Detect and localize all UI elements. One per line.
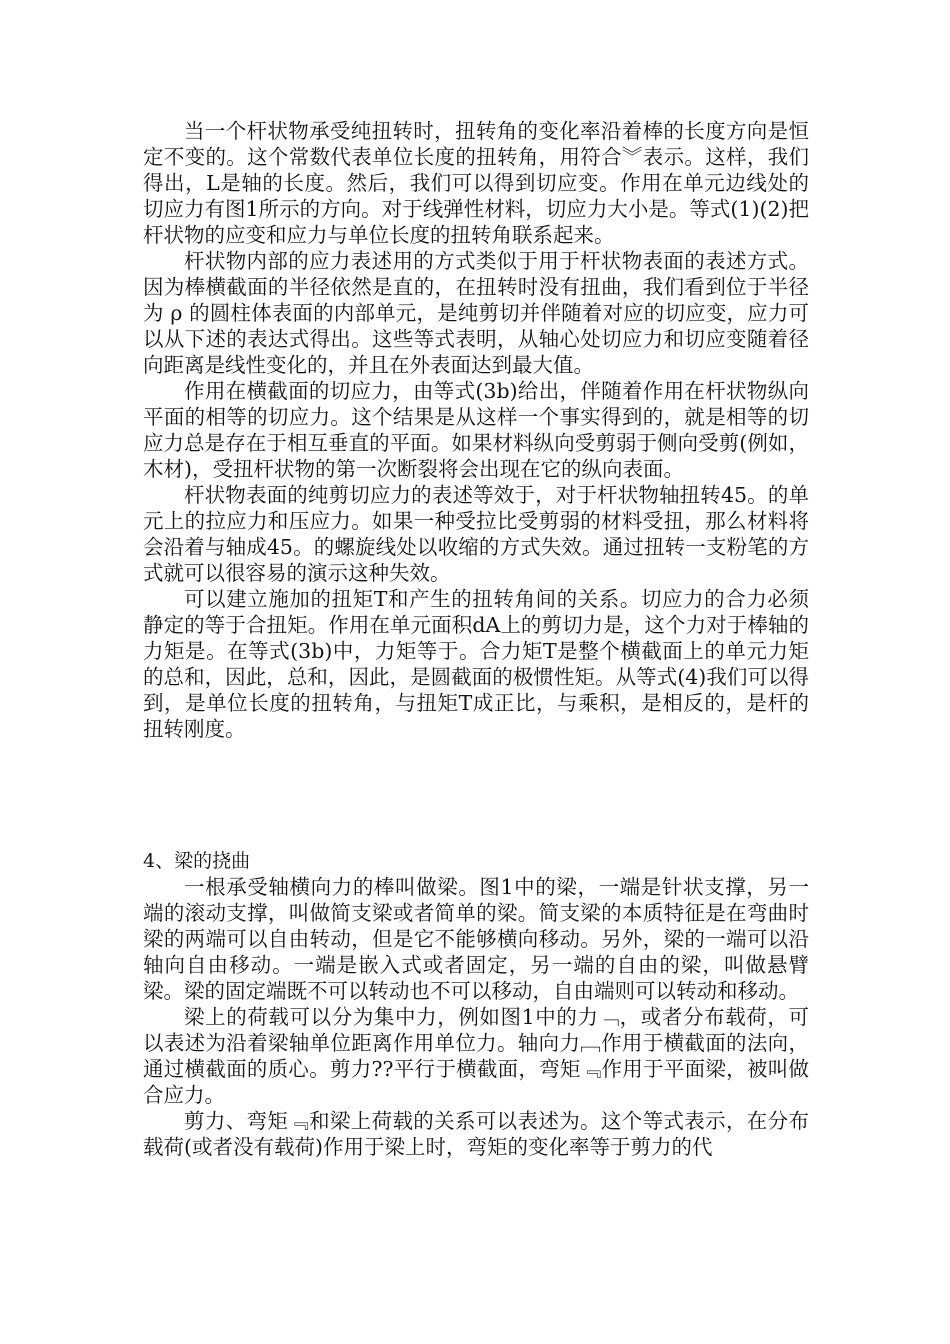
section-spacer (143, 742, 809, 848)
beam-paragraph-2: 梁上的荷载可以分为集中力，例如图1中的力﹁，或者分布载荷，可以表述为沿着梁轴单位距离作用单位力。轴向力﹇作用于横截面的法向，通过横截面的质心。剪力??平行于横截面，弯矩﹃作用于平面梁，被叫做合应力。 (143, 1005, 809, 1107)
document-page (143, 118, 809, 1160)
torsion-paragraph-3: 作用在横截面的切应力，由等式(3b)给出，伴随着作用在杆状物纵向平面的相等的切应力。这个结果是从这样一个事实得到的，就是相等的切应力总是存在于相互垂直的平面。如果材料纵向受剪弱于侧向受剪(例如，木材)，受扭杆状物的第一次断裂将会出现在它的纵向表面。 (143, 379, 809, 481)
beam-paragraph-1: 一根承受轴横向力的棒叫做梁。图1中的梁，一端是针状支撑，另一端的滚动支撑，叫做简支梁或者简单的梁。简支梁的本质特征是在弯曲时梁的两端可以自由转动，但是它不能够横向移动。另外，梁的一端可以沿轴向自由移动。一端是嵌入式或者固定，另一端的自由的梁，叫做悬臂梁。梁的固定端既不可以转动也不可以移动，自由端则可以转动和移动。 (143, 875, 809, 1003)
torsion-paragraph-4: 杆状物表面的纯剪切应力的表述等效于，对于杆状物轴扭转45。的单元上的拉应力和压应力。如果一种受拉比受剪弱的材料受扭，那么材料将会沿着与轴成45。的螺旋线处以收缩的方式失效。通过扭转一支粉笔的方式就可以很容易的演示这种失效。 (143, 483, 809, 585)
beam-paragraph-3: 剪力、弯矩﹃和梁上荷载的关系可以表述为。这个等式表示，在分布载荷(或者没有载荷)作用于梁上时，弯矩的变化率等于剪力的代 (143, 1109, 809, 1159)
torsion-paragraph-5: 可以建立施加的扭矩T和产生的扭转角间的关系。切应力的合力必须静定的等于合扭矩。作用在单元面积dA上的剪切力是，这个力对于棒轴的力矩是。在等式(3b)中，力矩等于。合力矩T是整个横截面上的单元力矩的总和，因此，总和，因此，是圆截面的极惯性矩。从等式(4)我们可以得到，是单位长度的扭转角，与扭矩T成正比，与乘积，是相反的，是杆的扭转刚度。 (143, 587, 809, 741)
torsion-section (143, 118, 809, 742)
beam-section (143, 848, 809, 1160)
torsion-paragraph-1: 当一个杆状物承受纯扭转时，扭转角的变化率沿着棒的长度方向是恒定不变的。这个常数代表单位长度的扭转角，用符合︾表示。这样，我们得出，L是轴的长度。然后，我们可以得到切应变。作用在单元边线处的切应力有图1所示的方向。对于线弹性材料，切应力大小是。等式(1)(2)把杆状物的应变和应力与单位长度的扭转角联系起来。 (143, 119, 809, 247)
beam-section-heading: 4、梁的挠曲 (143, 850, 251, 872)
torsion-paragraph-2: 杆状物内部的应力表述用的方式类似于用于杆状物表面的表述方式。因为棒横截面的半径依然是直的，在扭转时没有扭曲，我们看到位于半径为 ρ 的圆柱体表面的内部单元，是纯剪切并伴随着对应的切应变，应力可以从下述的表达式得出。这些等式表明，从轴心处切应力和切应变随着径向距离是线性变化的，并且在外表面达到最大值。 (143, 249, 809, 377)
